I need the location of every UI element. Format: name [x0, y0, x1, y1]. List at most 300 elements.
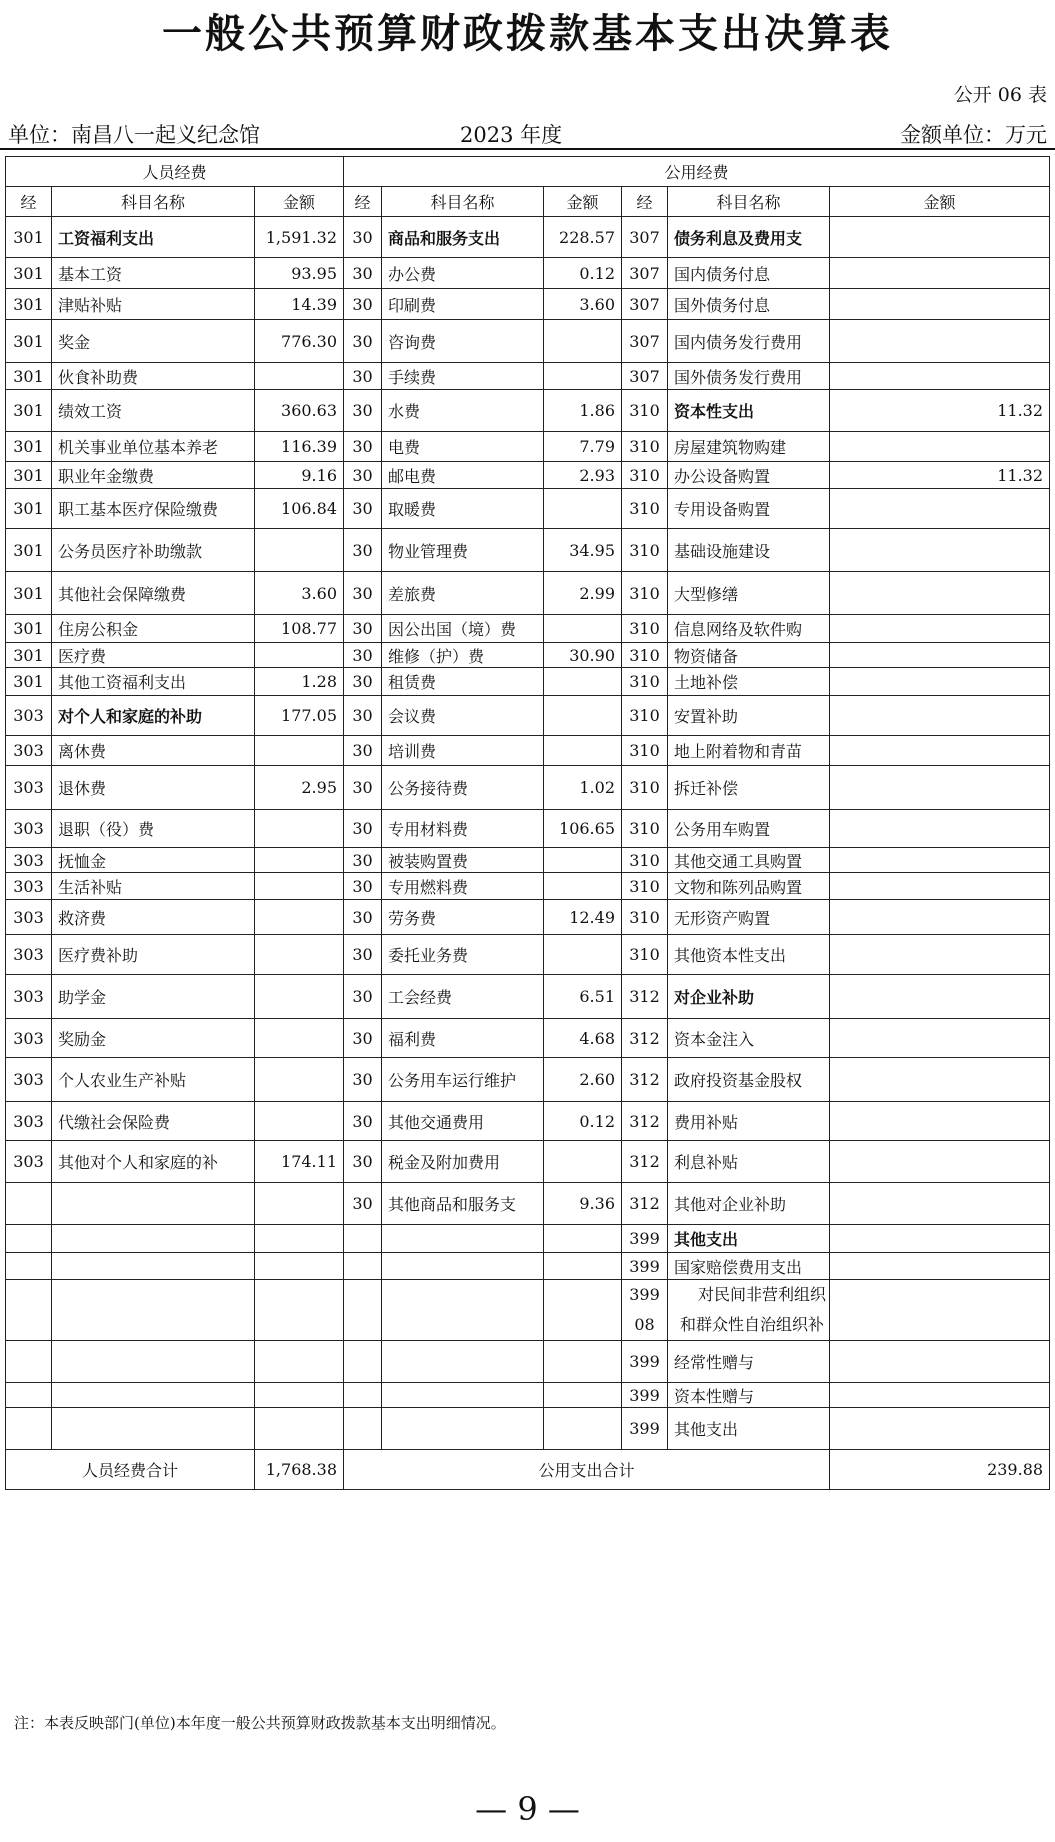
public-name-cell: 电费 [382, 432, 544, 462]
table-row [6, 1408, 1050, 1450]
public-amount-cell: 0.12 [544, 258, 622, 289]
table-row [6, 1058, 1050, 1102]
capital-amount-cell [830, 1019, 1050, 1058]
personnel-name-cell: 奖金 [52, 320, 255, 363]
totals-row [6, 1450, 1050, 1490]
table-row [6, 848, 1050, 873]
personnel-name-cell: 生活补贴 [52, 873, 255, 900]
table-row [6, 615, 1050, 643]
personnel-amount-cell [255, 736, 344, 766]
personnel-amount-cell: 360.63 [255, 390, 344, 432]
capital-name-cell: 资本性支出 [668, 390, 830, 432]
public-amount-cell: 34.95 [544, 529, 622, 572]
page-title: 一般公共预算财政拨款基本支出决算表 [162, 11, 893, 57]
public-code-cell: 30 [344, 643, 382, 668]
personnel-code-cell: 303 [6, 900, 52, 935]
public-code-cell [344, 1253, 382, 1280]
public-code-cell: 30 [344, 873, 382, 900]
table-row [6, 935, 1050, 975]
personnel-name-cell: 退职（役）费 [52, 810, 255, 848]
personnel-code-cell [6, 1341, 52, 1383]
personnel-name-cell: 住房公积金 [52, 615, 255, 643]
personnel-code-cell: 301 [6, 390, 52, 432]
public-amount-cell: 6.51 [544, 975, 622, 1019]
personnel-amount-cell [255, 1280, 344, 1341]
capital-code-cell: 310 [622, 615, 668, 643]
public-code-cell: 30 [344, 615, 382, 643]
personnel-name-cell: 对个人和家庭的补助 [52, 696, 255, 736]
capital-name-cell: 安置补助 [668, 696, 830, 736]
personnel-code-cell: 303 [6, 766, 52, 810]
page-number: — 9 — [475, 1790, 580, 1828]
personnel-name-cell: 工资福利支出 [52, 217, 255, 258]
personnel-name-cell: 基本工资 [52, 258, 255, 289]
capital-code-cell: 399 [622, 1253, 668, 1280]
capital-amount-cell [830, 696, 1050, 736]
personnel-name-cell: 医疗费补助 [52, 935, 255, 975]
capital-code-cell: 310 [622, 462, 668, 489]
personnel-code-cell: 303 [6, 1058, 52, 1102]
capital-name-cell: 其他资本性支出 [668, 935, 830, 975]
public-code-cell: 30 [344, 258, 382, 289]
public-amount-cell: 7.79 [544, 432, 622, 462]
table-row [6, 873, 1050, 900]
personnel-total-amount: 1,768.38 [255, 1450, 344, 1490]
table-row [6, 1141, 1050, 1183]
public-code-cell [344, 1408, 382, 1450]
personnel-name-cell: 奖励金 [52, 1019, 255, 1058]
personnel-code-cell [6, 1280, 52, 1341]
capital-name-cell: 国外债务付息 [668, 289, 830, 320]
capital-code-cell: 307 [622, 320, 668, 363]
capital-name-cell: 其他对企业补助 [668, 1183, 830, 1225]
capital-amount-cell [830, 1280, 1050, 1341]
public-name-cell [382, 1253, 544, 1280]
personnel-amount-cell: 177.05 [255, 696, 344, 736]
capital-name-cell: 其他交通工具购置 [668, 848, 830, 873]
personnel-code-cell [6, 1383, 52, 1408]
capital-amount-cell [830, 1102, 1050, 1141]
public-code-cell [344, 1341, 382, 1383]
public-code-cell: 30 [344, 529, 382, 572]
capital-name-cell: 经常性赠与 [668, 1341, 830, 1383]
table-row [6, 1341, 1050, 1383]
personnel-amount-cell [255, 1102, 344, 1141]
public-total-amount: 239.88 [830, 1450, 1050, 1490]
personnel-amount-cell [255, 1253, 344, 1280]
capital-name-cell: 地上附着物和青苗 [668, 736, 830, 766]
public-name-cell: 公务用车运行维护 [382, 1058, 544, 1102]
capital-code-cell: 310 [622, 668, 668, 696]
col-header-name: 科目名称 [382, 187, 544, 217]
personnel-amount-cell: 116.39 [255, 432, 344, 462]
public-amount-cell: 106.65 [544, 810, 622, 848]
capital-name-cell: 利息补贴 [668, 1141, 830, 1183]
personnel-code-cell: 303 [6, 1019, 52, 1058]
group-header-personnel: 人员经费 [6, 157, 344, 187]
name-line: 对民间非营利组织 [698, 1285, 827, 1304]
public-code-cell: 30 [344, 363, 382, 390]
capital-code-cell: 312 [622, 1183, 668, 1225]
year-label: 2023 年度 [460, 123, 563, 147]
personnel-amount-cell [255, 1408, 344, 1450]
capital-code-cell: 399 [622, 1383, 668, 1408]
personnel-code-cell: 301 [6, 615, 52, 643]
public-name-cell: 劳务费 [382, 900, 544, 935]
capital-name-cell: 基础设施建设 [668, 529, 830, 572]
capital-amount-cell [830, 810, 1050, 848]
capital-amount-cell [830, 217, 1050, 258]
capital-amount-cell [830, 1253, 1050, 1280]
public-name-cell: 委托业务费 [382, 935, 544, 975]
capital-code-cell: 310 [622, 489, 668, 529]
capital-amount-cell [830, 258, 1050, 289]
capital-amount-cell [830, 736, 1050, 766]
code-line: 08 [634, 1315, 655, 1334]
personnel-code-cell: 303 [6, 935, 52, 975]
public-name-cell: 咨询费 [382, 320, 544, 363]
capital-amount-cell [830, 935, 1050, 975]
public-amount-cell: 1.02 [544, 766, 622, 810]
public-amount-cell [544, 1225, 622, 1253]
personnel-amount-cell [255, 1058, 344, 1102]
capital-name-cell: 物资储备 [668, 643, 830, 668]
capital-code-cell [622, 1280, 668, 1341]
capital-code-cell: 312 [622, 1141, 668, 1183]
personnel-amount-cell: 9.16 [255, 462, 344, 489]
table-row [6, 668, 1050, 696]
personnel-code-cell: 301 [6, 217, 52, 258]
column-header-row [6, 187, 1050, 217]
public-code-cell: 30 [344, 766, 382, 810]
personnel-name-cell: 伙食补助费 [52, 363, 255, 390]
table-row [6, 643, 1050, 668]
public-name-cell: 商品和服务支出 [382, 217, 544, 258]
col-header-amount: 金额 [830, 187, 1050, 217]
table-row [6, 766, 1050, 810]
capital-name-cell: 信息网络及软件购 [668, 615, 830, 643]
public-code-cell: 30 [344, 1019, 382, 1058]
personnel-amount-cell [255, 848, 344, 873]
personnel-amount-cell [255, 1019, 344, 1058]
capital-amount-cell [830, 668, 1050, 696]
table-row [6, 1280, 1050, 1341]
public-name-cell: 物业管理费 [382, 529, 544, 572]
table-row [6, 572, 1050, 615]
capital-amount-cell [830, 529, 1050, 572]
personnel-name-cell: 退休费 [52, 766, 255, 810]
capital-name-cell: 国家赔偿费用支出 [668, 1253, 830, 1280]
personnel-code-cell: 303 [6, 810, 52, 848]
capital-amount-cell [830, 363, 1050, 390]
personnel-total-label: 人员经费合计 [6, 1450, 255, 1490]
personnel-name-cell: 救济费 [52, 900, 255, 935]
personnel-name-cell: 津贴补贴 [52, 289, 255, 320]
table-row [6, 900, 1050, 935]
public-code-cell: 30 [344, 696, 382, 736]
col-header-code: 经 [622, 187, 668, 217]
public-amount-cell: 228.57 [544, 217, 622, 258]
capital-code-cell: 312 [622, 1102, 668, 1141]
personnel-amount-cell [255, 975, 344, 1019]
capital-code-cell: 399 [622, 1225, 668, 1253]
personnel-name-cell: 公务员医疗补助缴款 [52, 529, 255, 572]
personnel-name-cell: 职工基本医疗保险缴费 [52, 489, 255, 529]
capital-code-cell: 310 [622, 529, 668, 572]
public-code-cell [344, 1280, 382, 1341]
personnel-name-cell: 机关事业单位基本养老 [52, 432, 255, 462]
personnel-amount-cell: 14.39 [255, 289, 344, 320]
personnel-amount-cell [255, 643, 344, 668]
public-code-cell: 30 [344, 668, 382, 696]
capital-code-cell: 307 [622, 363, 668, 390]
capital-code-cell: 312 [622, 1058, 668, 1102]
personnel-code-cell [6, 1253, 52, 1280]
public-total-label: 公用支出合计 [344, 1450, 830, 1490]
personnel-code-cell: 303 [6, 848, 52, 873]
personnel-amount-cell: 3.60 [255, 572, 344, 615]
public-code-cell: 30 [344, 1183, 382, 1225]
capital-name-cell: 对企业补助 [668, 975, 830, 1019]
personnel-name-cell: 医疗费 [52, 643, 255, 668]
public-code-cell: 30 [344, 848, 382, 873]
personnel-name-cell [52, 1341, 255, 1383]
capital-name-cell: 办公设备购置 [668, 462, 830, 489]
capital-amount-cell [830, 1341, 1050, 1383]
table-row [6, 258, 1050, 289]
table-row [6, 432, 1050, 462]
capital-amount-cell [830, 289, 1050, 320]
public-name-cell: 印刷费 [382, 289, 544, 320]
personnel-amount-cell [255, 1183, 344, 1225]
table-row [6, 1019, 1050, 1058]
capital-code-cell: 307 [622, 289, 668, 320]
personnel-name-cell: 代缴社会保险费 [52, 1102, 255, 1141]
public-amount-cell [544, 1341, 622, 1383]
personnel-amount-cell: 1,591.32 [255, 217, 344, 258]
personnel-amount-cell [255, 900, 344, 935]
capital-amount-cell [830, 432, 1050, 462]
public-amount-cell [544, 320, 622, 363]
public-amount-cell [544, 1408, 622, 1450]
personnel-amount-cell: 108.77 [255, 615, 344, 643]
public-amount-cell [544, 363, 622, 390]
expenditure-table [5, 156, 1050, 1490]
money-unit-label: 金额单位：万元 [900, 123, 1047, 147]
table-row [6, 529, 1050, 572]
personnel-amount-cell [255, 1341, 344, 1383]
public-code-cell: 30 [344, 572, 382, 615]
capital-name-cell: 国内债务发行费用 [668, 320, 830, 363]
capital-name-cell: 大型修缮 [668, 572, 830, 615]
public-name-cell [382, 1225, 544, 1253]
personnel-amount-cell [255, 810, 344, 848]
capital-name-cell: 费用补贴 [668, 1102, 830, 1141]
personnel-name-cell [52, 1280, 255, 1341]
table-row [6, 975, 1050, 1019]
public-name-cell: 手续费 [382, 363, 544, 390]
personnel-amount-cell [255, 1383, 344, 1408]
table-row [6, 810, 1050, 848]
capital-amount-cell [830, 848, 1050, 873]
public-code-cell: 30 [344, 320, 382, 363]
public-amount-cell [544, 668, 622, 696]
capital-name-cell: 国内债务付息 [668, 258, 830, 289]
public-code-cell: 30 [344, 432, 382, 462]
public-code-cell: 30 [344, 289, 382, 320]
capital-code-cell: 310 [622, 873, 668, 900]
public-name-cell: 专用材料费 [382, 810, 544, 848]
capital-name-cell [668, 1280, 830, 1341]
capital-amount-cell [830, 643, 1050, 668]
capital-amount-cell [830, 1183, 1050, 1225]
public-name-cell: 其他交通费用 [382, 1102, 544, 1141]
public-amount-cell [544, 489, 622, 529]
public-name-cell: 取暖费 [382, 489, 544, 529]
public-name-cell: 被装购置费 [382, 848, 544, 873]
personnel-name-cell [52, 1183, 255, 1225]
public-name-cell: 会议费 [382, 696, 544, 736]
public-amount-cell [544, 935, 622, 975]
public-name-cell: 培训费 [382, 736, 544, 766]
personnel-name-cell [52, 1383, 255, 1408]
col-header-code: 经 [344, 187, 382, 217]
public-amount-cell: 30.90 [544, 643, 622, 668]
public-amount-cell [544, 736, 622, 766]
table-row [6, 363, 1050, 390]
personnel-code-cell: 301 [6, 289, 52, 320]
personnel-code-cell: 301 [6, 432, 52, 462]
public-amount-cell [544, 1141, 622, 1183]
public-amount-cell: 3.60 [544, 289, 622, 320]
col-header-amount: 金额 [544, 187, 622, 217]
capital-name-cell: 政府投资基金股权 [668, 1058, 830, 1102]
capital-name-cell: 无形资产购置 [668, 900, 830, 935]
personnel-code-cell: 303 [6, 696, 52, 736]
capital-name-cell: 拆迁补偿 [668, 766, 830, 810]
table-row [6, 696, 1050, 736]
personnel-amount-cell: 2.95 [255, 766, 344, 810]
personnel-name-cell: 助学金 [52, 975, 255, 1019]
capital-name-cell: 其他支出 [668, 1225, 830, 1253]
personnel-code-cell [6, 1183, 52, 1225]
personnel-amount-cell [255, 873, 344, 900]
capital-code-cell: 310 [622, 736, 668, 766]
public-code-cell: 30 [344, 462, 382, 489]
capital-name-cell: 资本性赠与 [668, 1383, 830, 1408]
personnel-code-cell: 303 [6, 1141, 52, 1183]
public-code-cell: 30 [344, 217, 382, 258]
footnote: 注：本表反映部门(单位)本年度一般公共预算财政拨款基本支出明细情况。 [14, 1714, 506, 1732]
public-amount-cell: 2.60 [544, 1058, 622, 1102]
group-header-public: 公用经费 [344, 157, 1050, 187]
personnel-amount-cell: 1.28 [255, 668, 344, 696]
capital-amount-cell [830, 766, 1050, 810]
capital-code-cell: 312 [622, 1019, 668, 1058]
public-name-cell: 租赁费 [382, 668, 544, 696]
public-name-cell: 专用燃料费 [382, 873, 544, 900]
public-name-cell: 税金及附加费用 [382, 1141, 544, 1183]
capital-name-cell: 公务用车购置 [668, 810, 830, 848]
capital-code-cell: 399 [622, 1341, 668, 1383]
table-row [6, 217, 1050, 258]
capital-amount-cell [830, 615, 1050, 643]
capital-name-cell: 房屋建筑物购建 [668, 432, 830, 462]
unit-label: 单位：南昌八一起义纪念馆 [8, 123, 260, 147]
personnel-code-cell: 301 [6, 489, 52, 529]
capital-code-cell: 310 [622, 572, 668, 615]
capital-code-cell: 310 [622, 696, 668, 736]
personnel-name-cell: 绩效工资 [52, 390, 255, 432]
capital-amount-cell [830, 1225, 1050, 1253]
public-amount-cell [544, 615, 622, 643]
capital-amount-cell [830, 572, 1050, 615]
public-code-cell: 30 [344, 900, 382, 935]
capital-amount-cell [830, 873, 1050, 900]
code-line: 399 [629, 1285, 660, 1304]
header-rule [0, 148, 1055, 150]
table-row [6, 462, 1050, 489]
personnel-name-cell: 离休费 [52, 736, 255, 766]
public-amount-cell [544, 873, 622, 900]
capital-amount-cell: 11.32 [830, 390, 1050, 432]
personnel-code-cell: 303 [6, 1102, 52, 1141]
capital-amount-cell [830, 1141, 1050, 1183]
table-row [6, 1225, 1050, 1253]
capital-code-cell: 310 [622, 390, 668, 432]
capital-amount-cell [830, 1058, 1050, 1102]
public-name-cell [382, 1341, 544, 1383]
personnel-code-cell: 303 [6, 736, 52, 766]
capital-code-cell: 310 [622, 810, 668, 848]
public-name-cell: 工会经费 [382, 975, 544, 1019]
personnel-code-cell: 301 [6, 320, 52, 363]
public-code-cell: 30 [344, 1102, 382, 1141]
personnel-code-cell [6, 1408, 52, 1450]
personnel-name-cell [52, 1408, 255, 1450]
col-header-code: 经 [6, 187, 52, 217]
table-row [6, 489, 1050, 529]
public-code-cell: 30 [344, 1058, 382, 1102]
capital-name-cell: 土地补偿 [668, 668, 830, 696]
table-row [6, 1102, 1050, 1141]
personnel-code-cell: 301 [6, 668, 52, 696]
capital-name-cell: 债务利息及费用支 [668, 217, 830, 258]
capital-code-cell: 307 [622, 258, 668, 289]
public-amount-cell: 2.99 [544, 572, 622, 615]
personnel-name-cell: 其他工资福利支出 [52, 668, 255, 696]
capital-name-cell: 专用设备购置 [668, 489, 830, 529]
capital-amount-cell [830, 320, 1050, 363]
capital-amount-cell [830, 900, 1050, 935]
personnel-code-cell: 301 [6, 258, 52, 289]
public-amount-cell: 1.86 [544, 390, 622, 432]
public-code-cell [344, 1383, 382, 1408]
public-code-cell: 30 [344, 975, 382, 1019]
capital-amount-cell [830, 1408, 1050, 1450]
capital-code-cell: 310 [622, 848, 668, 873]
capital-name-cell: 资本金注入 [668, 1019, 830, 1058]
capital-code-cell: 312 [622, 975, 668, 1019]
public-code-cell: 30 [344, 935, 382, 975]
capital-code-cell: 307 [622, 217, 668, 258]
personnel-code-cell: 301 [6, 363, 52, 390]
public-code-cell [344, 1225, 382, 1253]
public-code-cell: 30 [344, 1141, 382, 1183]
public-code-cell: 30 [344, 810, 382, 848]
public-amount-cell: 12.49 [544, 900, 622, 935]
table-row [6, 736, 1050, 766]
